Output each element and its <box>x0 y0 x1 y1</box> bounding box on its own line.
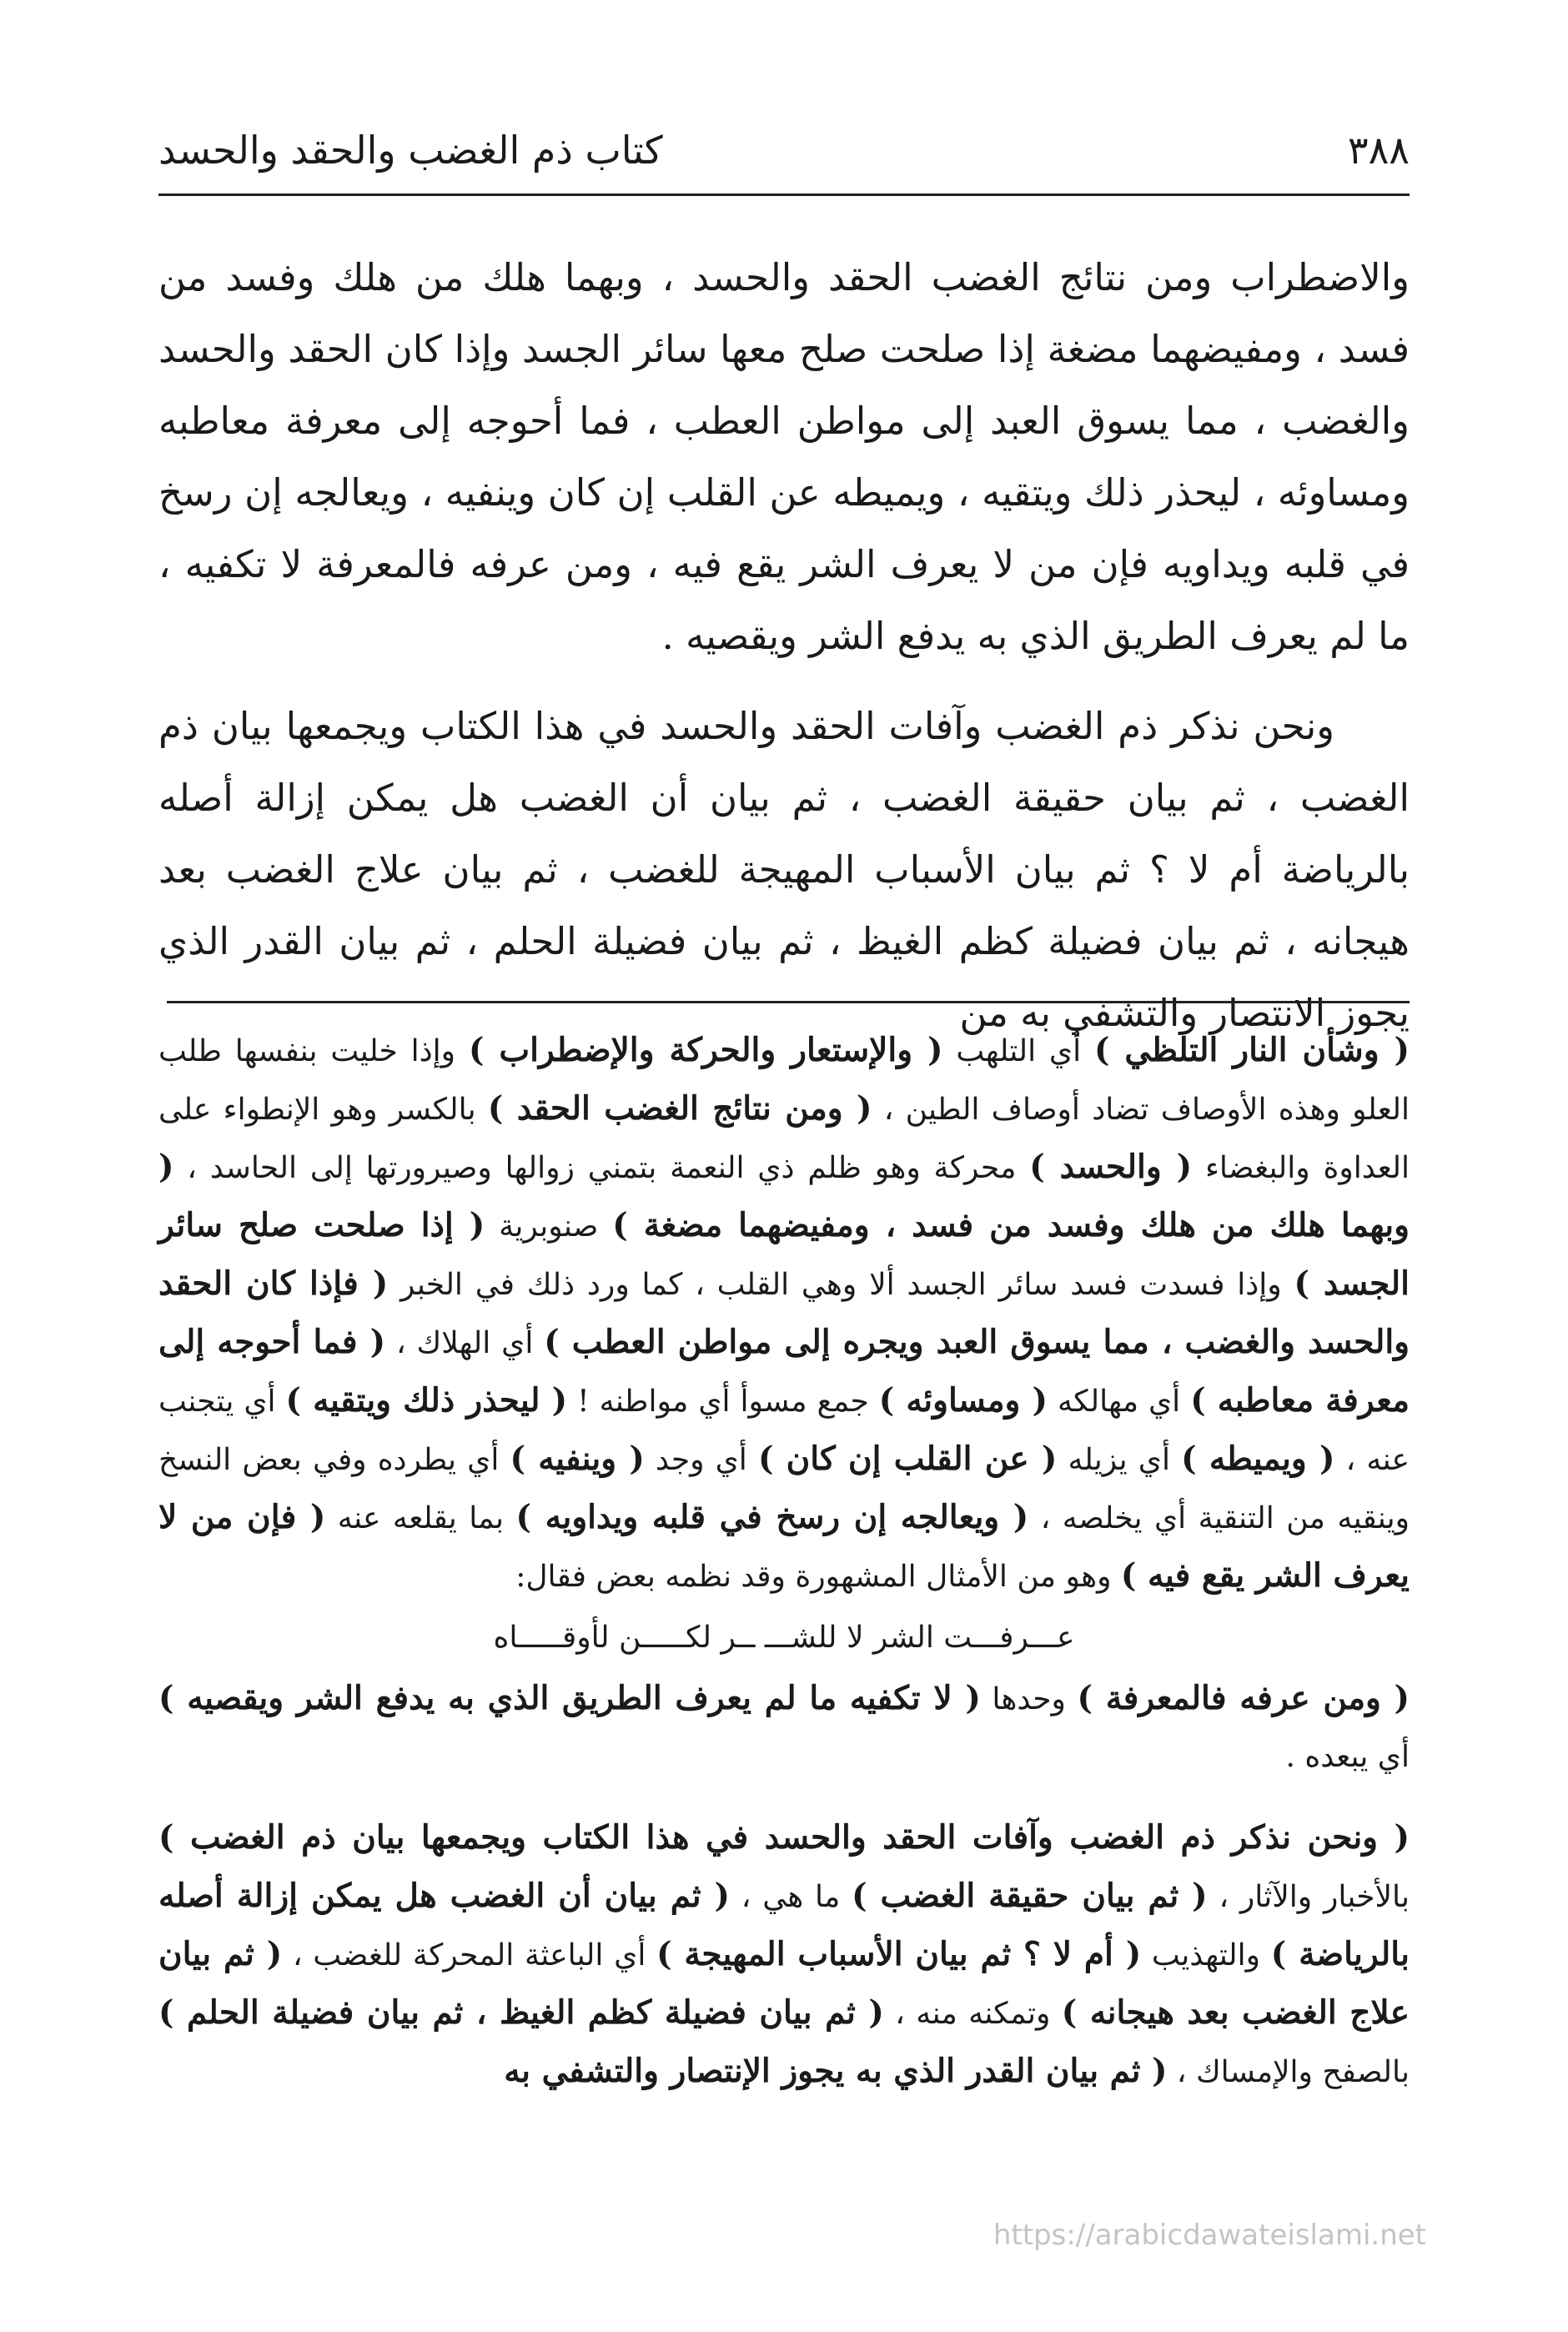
lemma: ( ثم بيان القدر الذي به يجوز الإنتصار والتشفي به <box>504 2052 1168 2090</box>
gloss: بالكسر وهو الإنطواء على العداوة والبغضاء <box>158 1093 1410 1185</box>
lemma: ( ثم بيان حقيقة الغضب ) <box>852 1877 1208 1915</box>
page-number: ٣٨٨ <box>1347 128 1410 173</box>
gloss: أي يتجنب عنه ، <box>158 1385 1410 1477</box>
lemma: ( ونحن نذكر ذم الغضب وآفات الحقد والحسد في هذا الكتاب ويجمعها بيان ذم الغضب ) <box>158 1818 1410 1857</box>
gloss: بما يقلعه عنه <box>325 1501 516 1535</box>
gloss: بالصفح والإمساك ، <box>1167 2055 1410 2089</box>
commentary-paragraph-3 <box>158 1809 1410 2101</box>
lemma: ( والإستعار والحركة والإضطراب ) <box>468 1031 943 1069</box>
lemma: ( فإن من لا يعرف الشر يقع فيه ) <box>158 1498 1410 1595</box>
commentary-paragraph-2 <box>158 1670 1410 1786</box>
commentary-paragraph-1 <box>158 1022 1410 1606</box>
watermark-url: https://arabicdawateislami.net <box>993 2219 1426 2252</box>
lemma: ( أم لا ؟ ثم بيان الأسباب المهيجة ) <box>656 1935 1142 1973</box>
paragraph-gap <box>158 1786 1410 1809</box>
header-rule <box>158 193 1410 196</box>
gloss: أي وجد <box>644 1443 758 1477</box>
gloss: أي التلهب <box>942 1034 1094 1068</box>
lemma: ( ويميطه ) <box>1181 1440 1335 1478</box>
lemma: ( وشأن النار التلظي ) <box>1093 1031 1410 1069</box>
lemma: ( ثم بيان علاج الغضب بعد هيجانه ) <box>158 1935 1410 2032</box>
footnote-divider <box>167 1001 1410 1003</box>
gloss: جمع مسوأ أي مواطنه ! <box>567 1385 879 1419</box>
page-header <box>158 117 1410 183</box>
lemma: ( فما أحوجه إلى معرفة معاطبه ) <box>158 1323 1410 1420</box>
gloss: أي الباعثة المحركة للغضب ، <box>282 1938 657 1973</box>
lemma: ( وبهما هلك من هلك وفسد من فسد ، ومفيضهما مضغة ) <box>158 1148 1410 1244</box>
gloss: أي مهالكه <box>1047 1385 1191 1419</box>
gloss: وهو من الأمثال المشهورة وقد نظمه بعض فقال: <box>515 1560 1121 1594</box>
lemma: ( ومساوئه ) <box>878 1381 1048 1420</box>
gloss: وحدها <box>980 1682 1078 1716</box>
lemma: ( والحسد ) <box>1029 1148 1193 1186</box>
lemma: ( عن القلب إن كان ) <box>757 1440 1058 1478</box>
gloss: ما هي ، <box>729 1880 852 1914</box>
lemma: ( ثم بيان أن الغضب هل يمكن إزالة أصله بالرياضة ) <box>158 1877 1410 1973</box>
lemma: ( إذا صلحت صلح سائر الجسد ) <box>158 1206 1410 1303</box>
gloss: أي الهلاك ، <box>385 1326 545 1360</box>
commentary <box>158 1022 1410 2101</box>
main-paragraph-2: ونحن نذكر ذم الغضب وآفات الحقد والحسد في هذا الكتاب ويجمعها بيان ذم الغضب ، ثم بيان حقيقة الغضب ، ثم بيان أن الغضب هل يمكن إزالة أصله بالرياضة أم لا ؟ ثم بيان الأسباب المهيجة للغضب ، ثم بيان علاج الغضب بعد هيجانه ، ثم بيان فضيلة كظم الغيظ ، ثم بيان فضيلة الحلم ، ثم بيان القدر الذي يجوز الانتصار والتشفي به من <box>158 704 1410 1035</box>
gloss: بالأخبار والآثار ، <box>1207 1880 1410 1914</box>
gloss: محركة وهو ظلم ذي النعمة بتمني زوالها وصيرورتها إلى الحاسد ، <box>173 1151 1030 1185</box>
gloss: والتهذيب <box>1141 1938 1271 1973</box>
gloss: أي يزيله <box>1057 1443 1182 1477</box>
lemma: ( لا تكفيه ما لم يعرف الطريق الذي به يدفع الشر ويقصيه ) <box>158 1679 981 1717</box>
lemma: ( ويعالجه إن رسخ في قلبه ويداويه ) <box>515 1498 1029 1536</box>
gloss: وإذا خليت بنفسها طلب العلو وهذه الأوصاف تضاد أوصاف الطين ، <box>158 1034 1410 1127</box>
verse-line: عـــرفـــت الشر لا للشـــ ــر لكـــــن لأوقـــــاه <box>493 1621 1075 1655</box>
lemma: ( ومن عرفه فالمعرفة ) <box>1077 1679 1410 1717</box>
gloss: أي يطرده وفي بعض النسخ وينقيه من التنقية أي يخلصه ، <box>158 1443 1410 1535</box>
lemma: ( وينفيه ) <box>510 1440 645 1478</box>
main-text <box>158 242 1410 1068</box>
running-title: كتاب ذم الغضب والحقد والحسد <box>158 128 663 173</box>
lemma: ( ومن نتائج الغضب الحقد ) <box>487 1089 872 1128</box>
gloss: أي يبعده . <box>1285 1740 1410 1774</box>
lemma: ( فإذا كان الحقد والحسد والغضب ، مما يسوق العبد ويجره إلى مواطن العطب ) <box>158 1264 1410 1361</box>
lemma: ( ثم بيان فضيلة كظم الغيظ ، ثم بيان فضيلة الحلم ) <box>158 1993 884 2032</box>
gloss: وإذا فسدت فسد سائر الجسد ألا وهي القلب ، كما ورد ذلك في الخبر <box>388 1268 1294 1302</box>
gloss: وتمكنه منه ، <box>883 1997 1062 2031</box>
main-paragraph-1: والاضطراب ومن نتائج الغضب الحقد والحسد ، وبهما هلك من هلك وفسد من فسد ، ومفيضهما مضغة إذا صلحت صلح معها سائر الجسد وإذا كان الحقد والحسد والغضب ، مما يسوق العبد إلى مواطن العطب ، فما أحوجه إلى معرفة معاطبه ومساوئه ، ليحذر ذلك ويتقيه ، ويميطه عن القلب إن كان وينفيه ، ويعالجه إن رسخ في قلبه ويداويه فإن من لا يعرف الشر يقع فيه ، ومن عرفه فالمعرفة لا تكفيه ، ما لم يعرف الطريق الذي به يدفع الشر ويقصيه . <box>158 255 1410 658</box>
lemma: ( ليحذر ذلك ويتقيه ) <box>285 1381 568 1420</box>
gloss: صنوبرية <box>485 1209 613 1244</box>
